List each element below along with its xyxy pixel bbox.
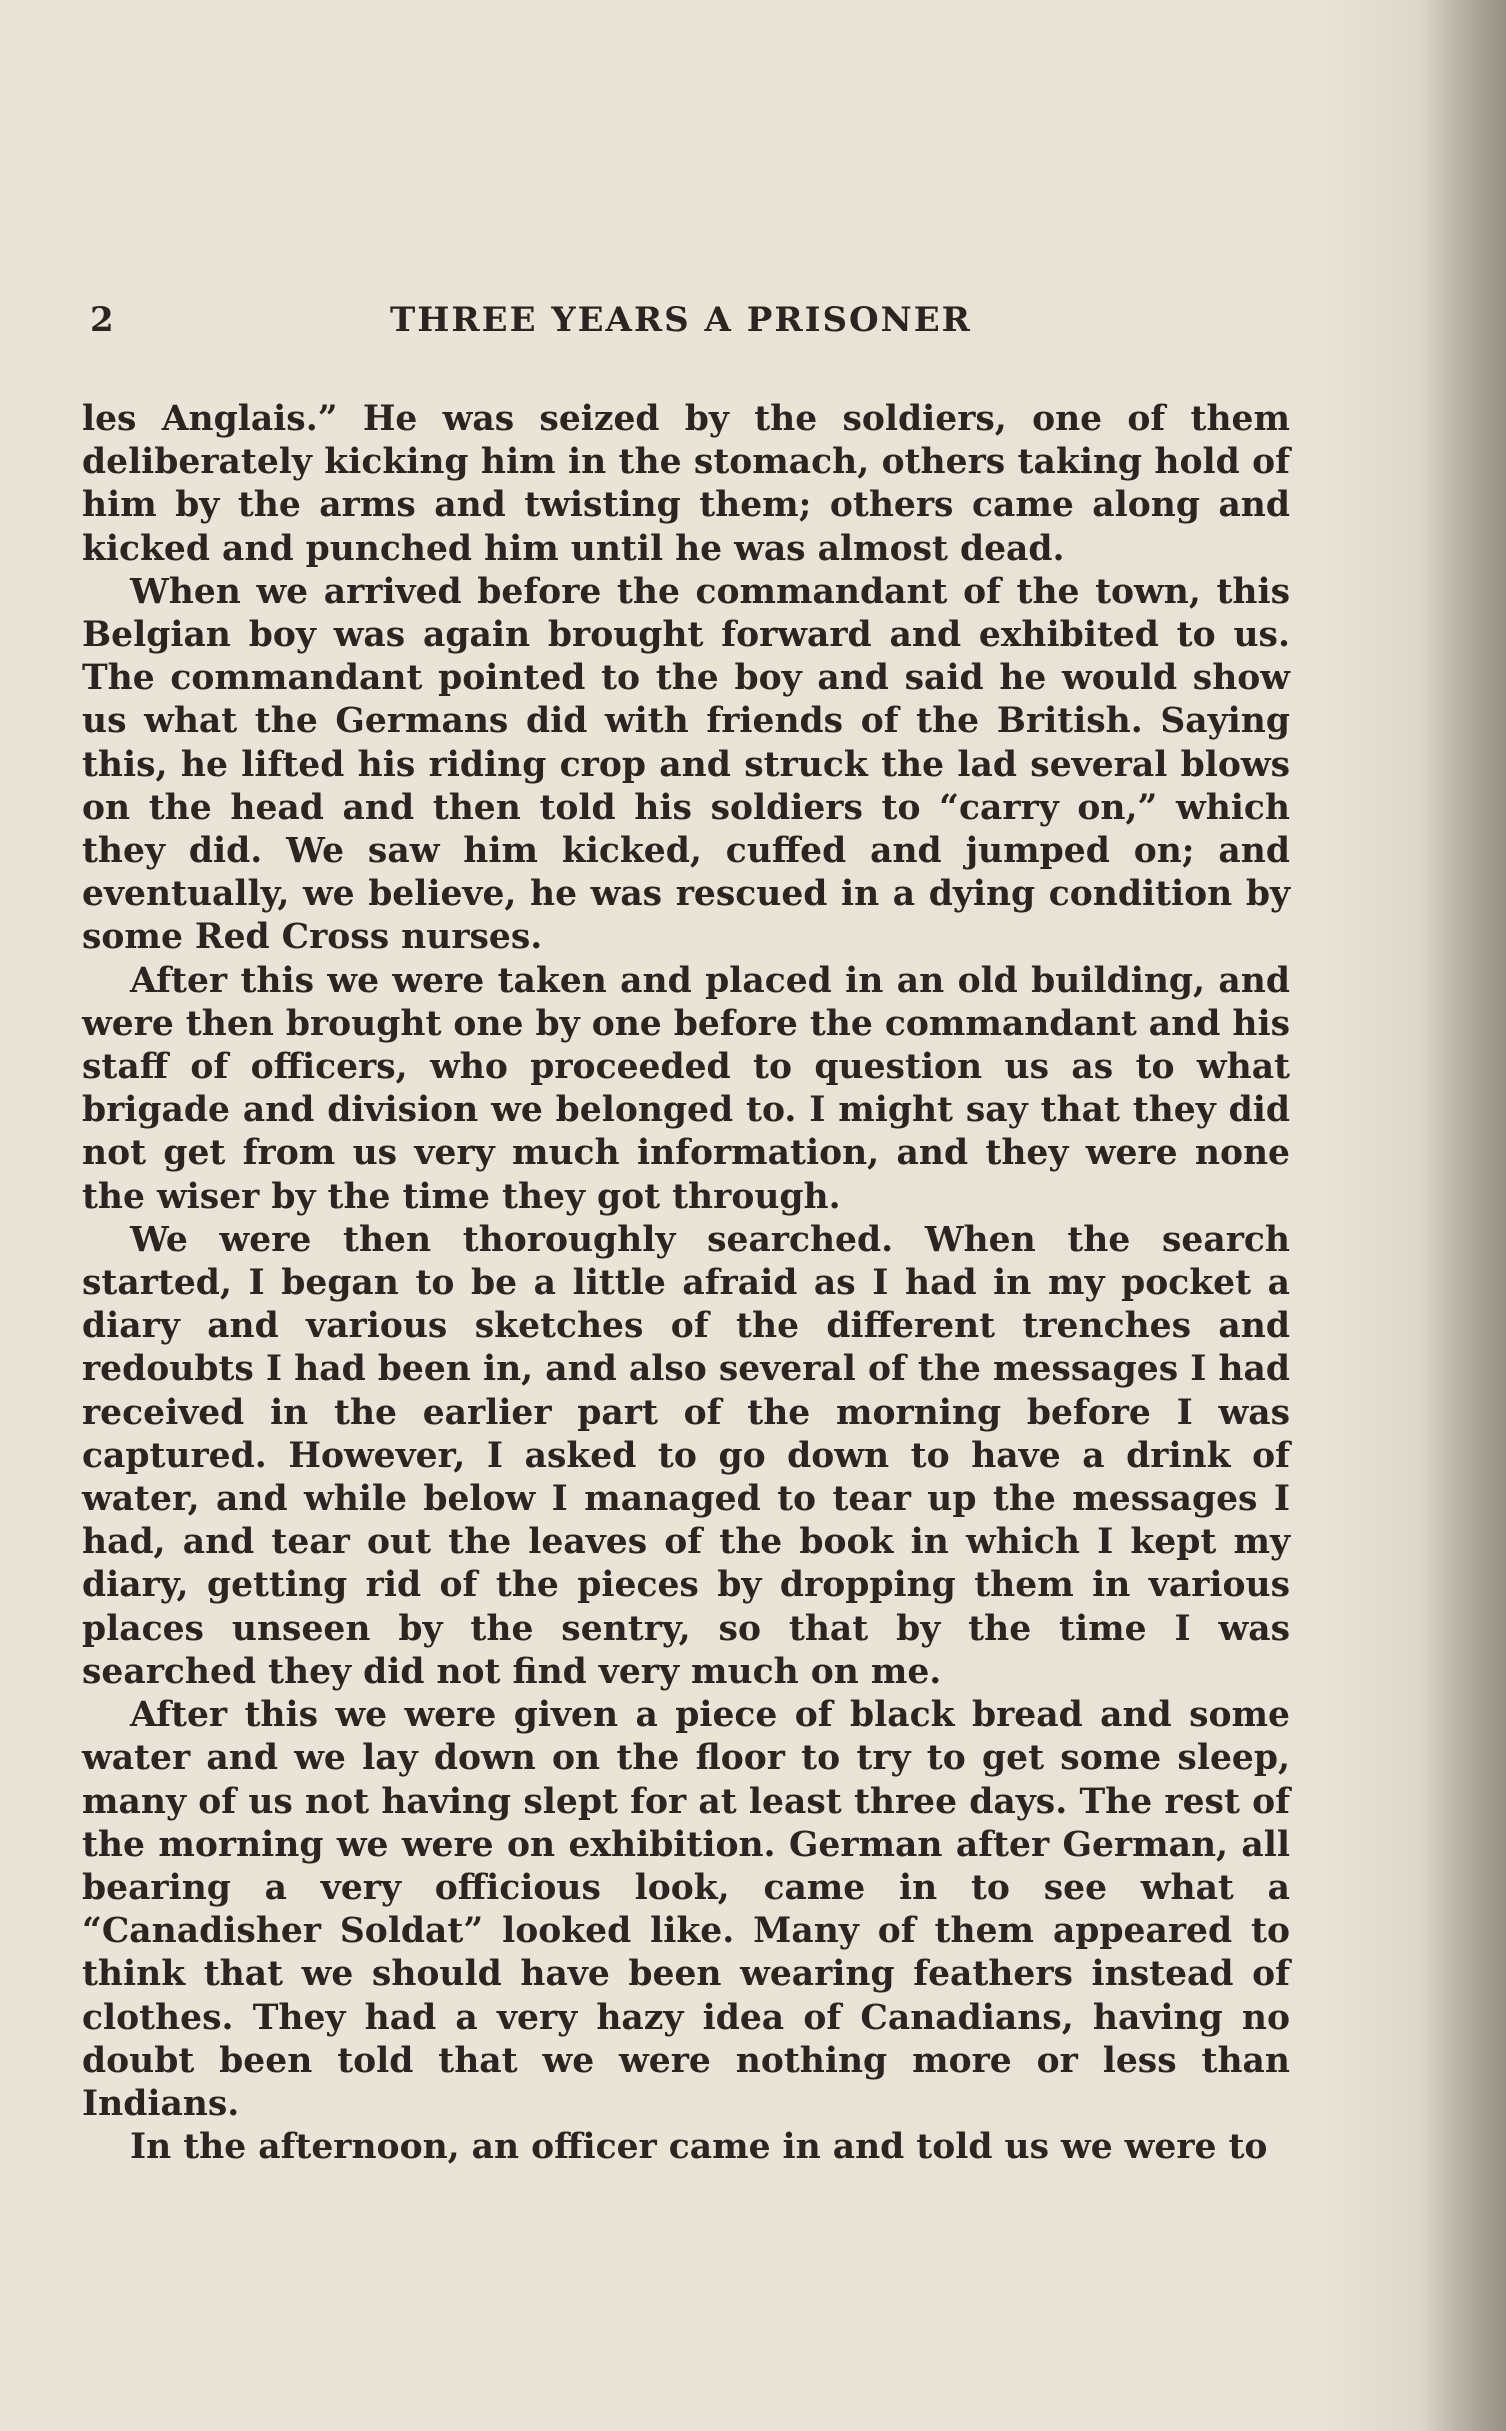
spine-shadow (1426, 0, 1506, 2431)
paragraph: After this we were given a piece of black bread and some water and we lay down on the floor to try to get some sleep, many of us not having slept for at least three days. The rest of the morning we were on exhibition. German after German, all bearing a very officious look, came in to see what a “Canadisher Soldat” looked like. Many of them appeared to think that we should have been wearing feathers instead of clothes. They had a very hazy idea of Canadians, having no doubt been told that we were nothing more or less than Indians. (82, 1695, 1290, 2124)
paragraph: After this we were taken and placed in an old building, and were then brought one by one before the commandant and his staff of officers, who proceeded to question us as to what brigade and division we belonged to. I might say that they did not get from us very much information, and they were none the wiser by the time they got through. (82, 960, 1290, 1217)
paragraph: In the afternoon, an officer came in and told us we were to (130, 2127, 1268, 2168)
page-number: 2 (90, 300, 115, 340)
body-text (82, 398, 1290, 2169)
paragraph: When we arrived before the commandant of the town, this Belgian boy was again brought forward and exhibited to us. The commandant pointed to the boy and said he would show us what the Germans did with friends of the British. Saying this, he lifted his riding crop and struck the lad several blows on the head and then told his soldiers to “carry on,” which they did. We saw him kicked, cuffed and jumped on; and eventually, we believe, he was rescued in a dying condition by some Red Cross nurses. (82, 571, 1290, 958)
running-head (90, 300, 1286, 350)
paragraph: We were then thoroughly searched. When the search started, I began to be a little afraid as I had in my pocket a diary and various sketches of the different trenches and redoubts I had been in, and also several of the messages I had received in the earlier part of the morning before I was captured. However, I asked to go down to have a drink of water, and while below I managed to tear up the messages I had, and tear out the leaves of the book in which I kept my diary, getting rid of the pieces by dropping them in various places unseen by the sentry, so that by the time I was searched they did not find very much on me. (82, 1219, 1290, 1692)
running-title: THREE YEARS A PRISONER (390, 300, 972, 340)
paragraph: les Anglais.” He was seized by the soldiers, one of them deliberately kicking him in the stomach, others taking hold of him by the arms and twisting them; others came along and kicked and punched him until he was almost dead. (82, 399, 1290, 569)
